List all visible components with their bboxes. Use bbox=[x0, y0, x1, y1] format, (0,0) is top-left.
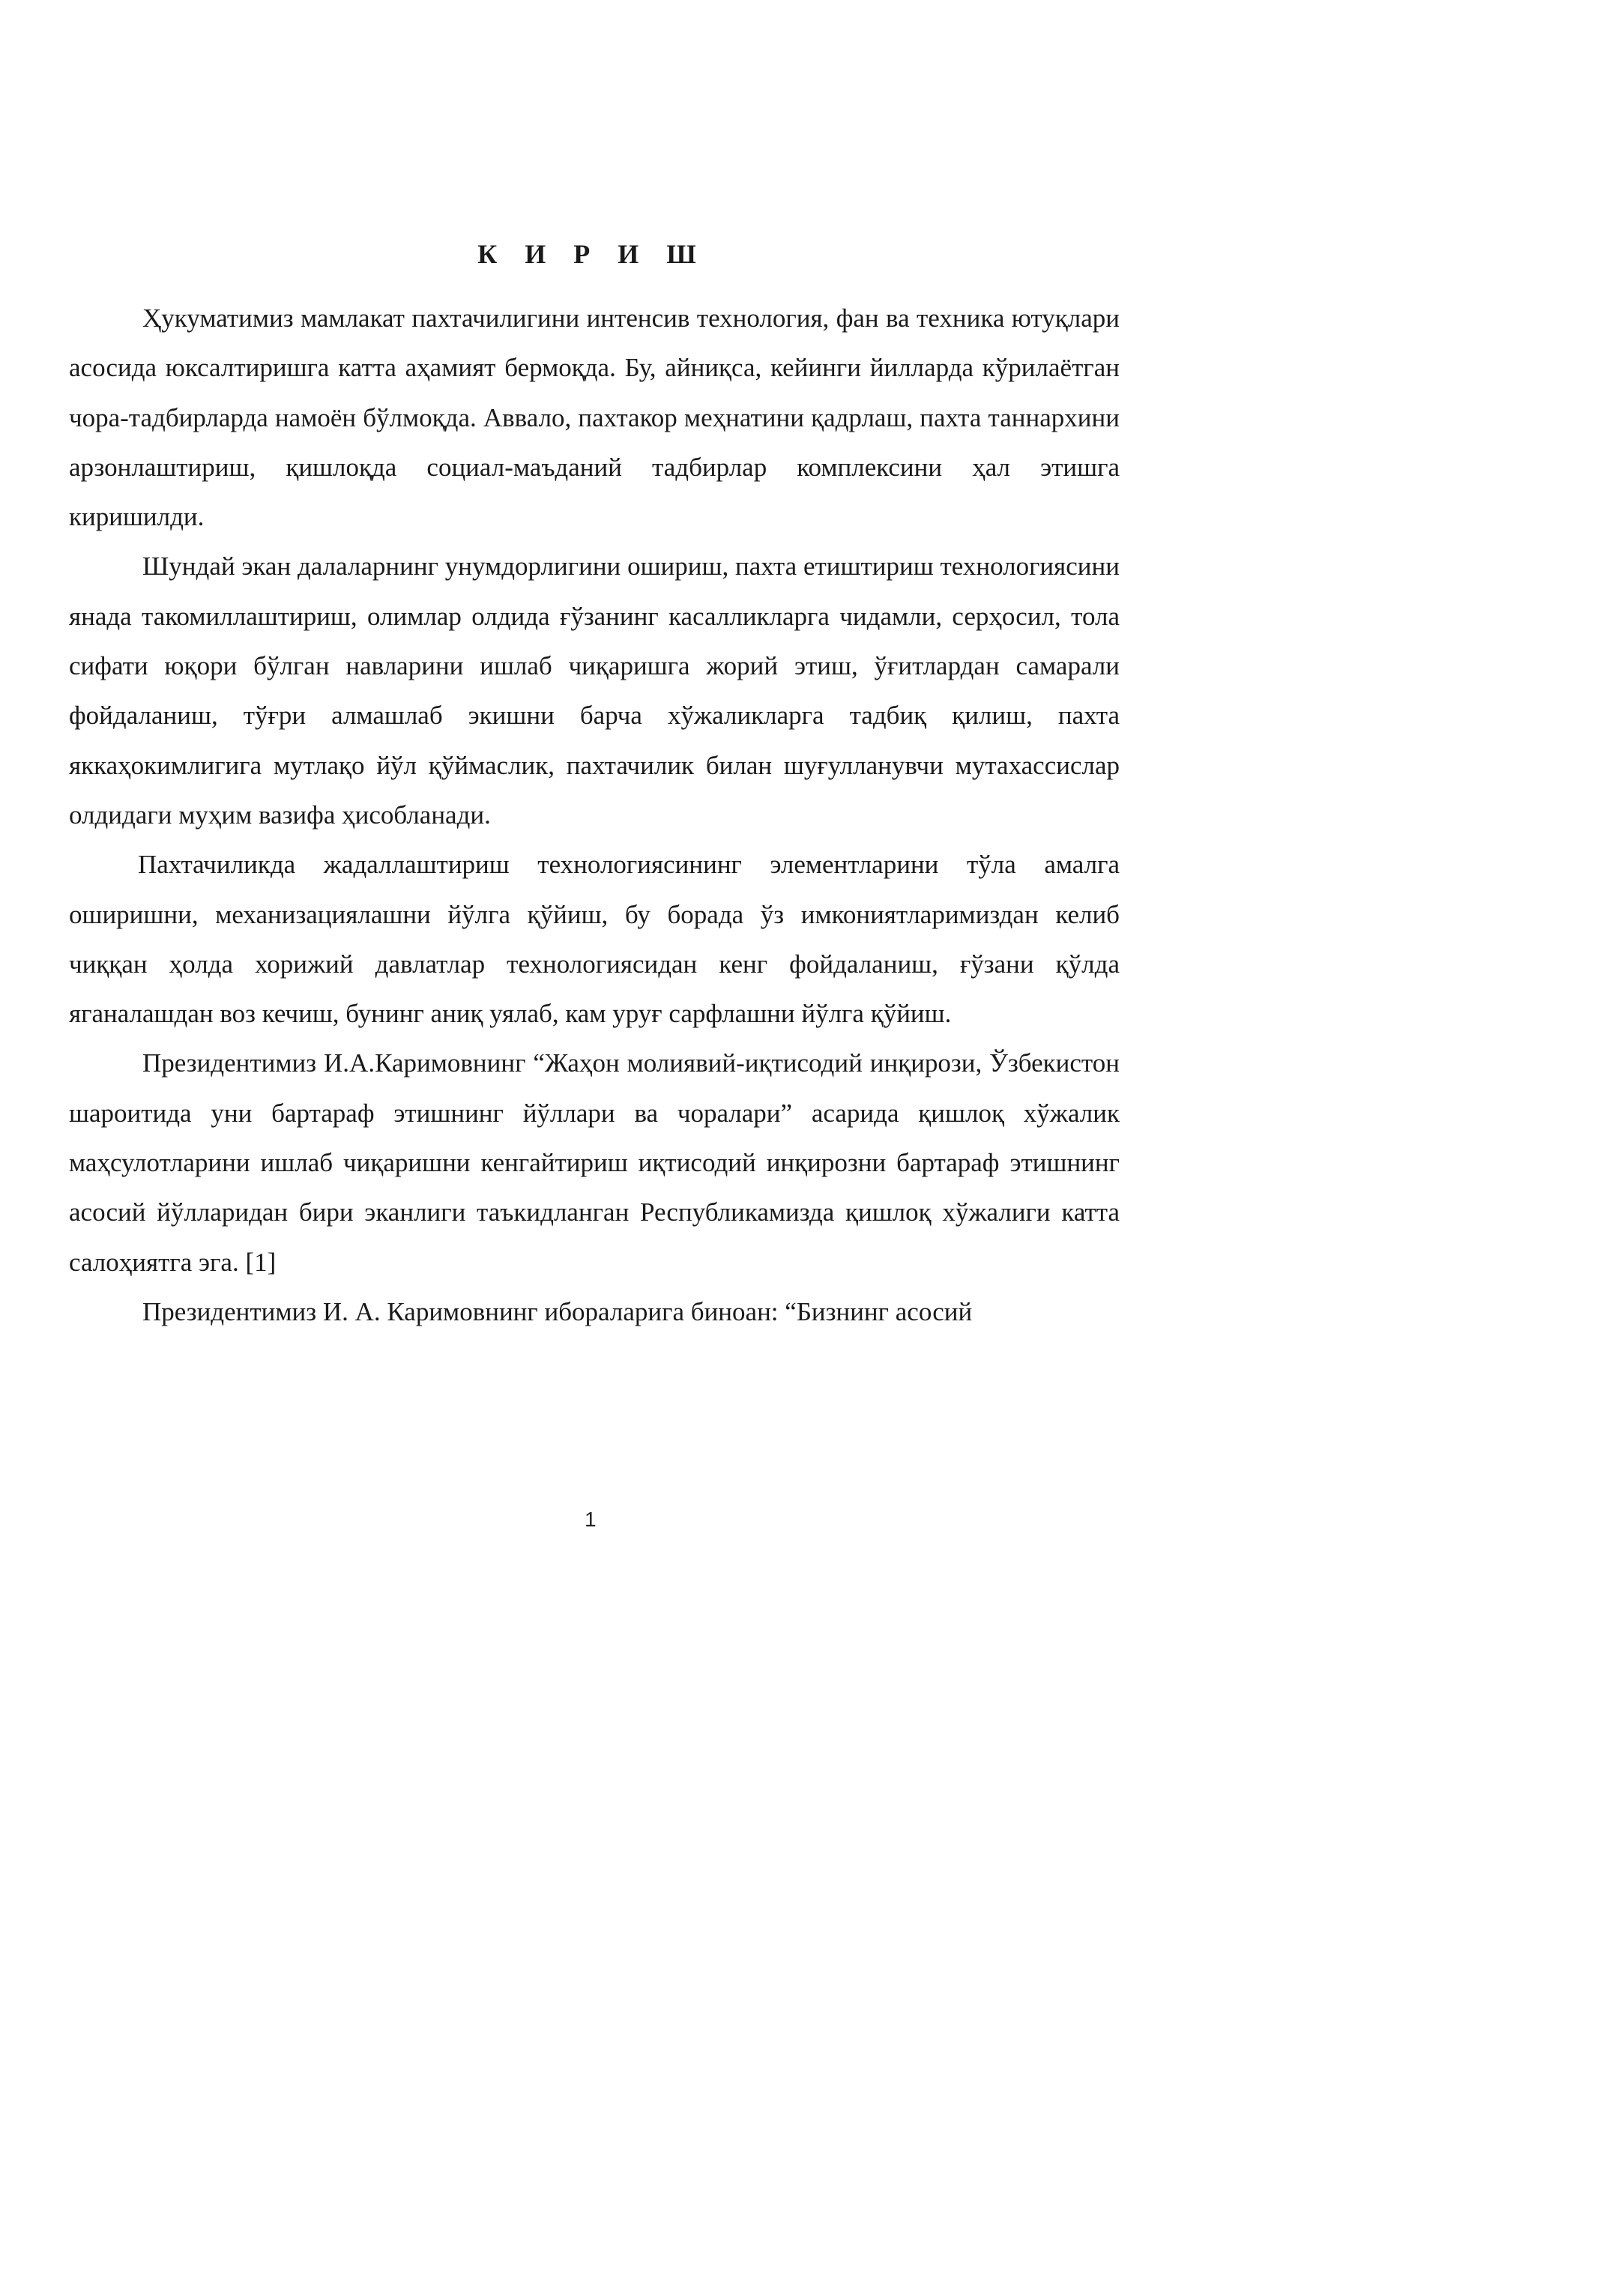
paragraph-continued: Президентимиз И. А. Каримовнинг ибораларига биноан: “Бизнинг асосий bbox=[142, 1296, 973, 1326]
page-number: 1 bbox=[585, 1508, 597, 1531]
paragraph: Шундай экан далаларнинг унумдорлигини ошириш, пахта етиштириш технологиясини янада такомиллаштириш, олимлар олдида ғўзанинг касалликларга чидамли, серҳосил, тола сифати юқори бўлган навларини ишлаб чиқаришга жорий этиш, ўғитлардан самарали фойдаланиш, тўғри алмашлаб экишни барча хўжаликларга тадбиқ қилиш, пахта яккаҳокимлигига мутлақо йўл қўймаслик, пахтачилик билан шуғулланувчи мутахассислар олдидаги муҳим вазифа ҳисобланади. bbox=[69, 552, 1120, 830]
paragraph: Пахтачиликда жадаллаштириш технологиясининг элементларини тўла амалга оширишни, механизациялашни йўлга қўйиш, бу борада ўз имкониятларимиздан келиб чиққан ҳолда хорижий давлатлар технологиясидан кенг фойдаланиш, ғўзани қўлда яганалашдан воз кечиш, бунинг аниқ уялаб, кам уруғ сарфлашни йўлга қўйиш. bbox=[69, 850, 1120, 1029]
document-body bbox=[69, 294, 1120, 1337]
page-title: К И Р И Ш bbox=[477, 239, 707, 269]
paragraph: Президентимиз И.А.Каримовнинг “Жаҳон молиявий-иқтисодий инқирози, Ўзбекистон шароитида уни бартараф этишнинг йўллари ва чоралари” асарида қишлоқ хўжалик маҳсулотларини ишлаб чиқаришни кенгайтириш иқтисодий инқирозни бартараф этишнинг асосий йўлларидан бири эканлиги таъкидланган Республикамизда қишлоқ хўжалиги катта салоҳиятга эга. [1] bbox=[69, 1048, 1120, 1277]
paragraph: Ҳукуматимиз мамлакат пахтачилигини интенсив технология, фан ва техника ютуқлари асосида юксалтиришга катта аҳамият бермоқда. Бу, айниқса, кейинги йилларда кўрилаётган чора-тадбирларда намоён бўлмоқда. Аввало, пахтакор меҳнатини қадрлаш, пахта таннархини арзонлаштириш, қишлоқда социал-маъданий тадбирлар комплексини ҳал этишга киришилди. bbox=[69, 303, 1120, 532]
